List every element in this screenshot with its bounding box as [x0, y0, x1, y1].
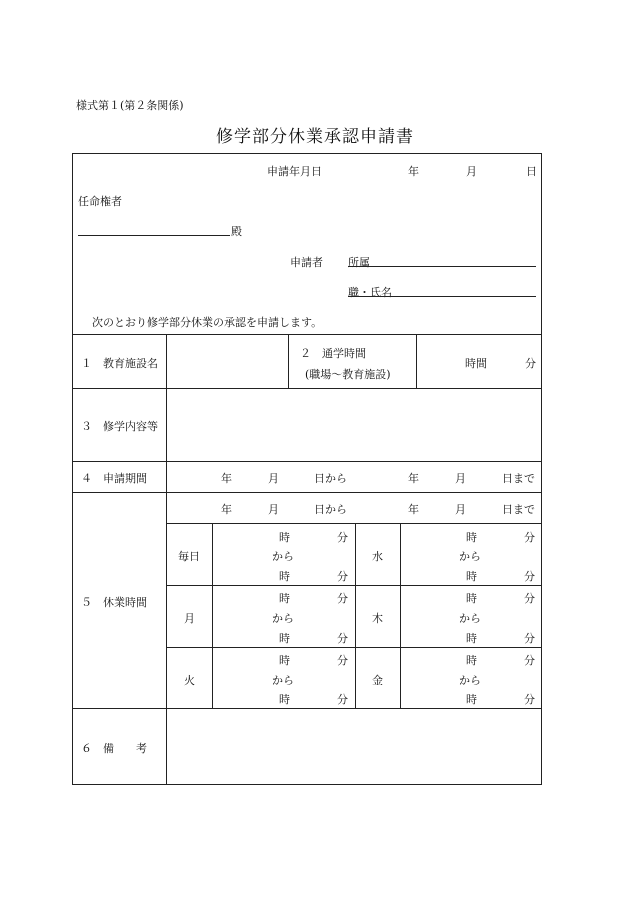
- commute-route-label: (職場～教育施設): [305, 368, 391, 381]
- weekday-monday: 月: [184, 612, 195, 625]
- row-divider: [72, 492, 542, 493]
- time-minute-label: 分: [524, 570, 535, 583]
- period-end-month: 月: [455, 472, 466, 485]
- leave-end-day: 日まで: [502, 503, 535, 516]
- time-hour-label: 時: [279, 592, 290, 605]
- date-day-label: 日: [526, 165, 537, 178]
- time-from-label: から: [272, 612, 294, 625]
- leave-hours-label: ５ 休業時間: [81, 596, 147, 609]
- time-minute-label: 分: [524, 693, 535, 706]
- position-name-underline: [348, 296, 536, 297]
- column-divider: [288, 334, 289, 388]
- weekday-wednesday: 水: [372, 550, 383, 563]
- period-start-year: 年: [221, 472, 232, 485]
- time-minute-label: 分: [524, 632, 535, 645]
- weekday-thursday: 木: [372, 612, 383, 625]
- leave-end-year: 年: [408, 503, 419, 516]
- row-divider: [72, 334, 542, 335]
- time-hour-label: 時: [279, 654, 290, 667]
- commute-hours-label: 時間: [465, 357, 487, 370]
- period-end-day: 日まで: [502, 472, 535, 485]
- time-minute-label: 分: [337, 654, 348, 667]
- time-hour-label: 時: [466, 654, 477, 667]
- commute-time-label: ２ 通学時間: [300, 347, 366, 360]
- page-title: 修学部分休業承認申請書: [216, 127, 414, 147]
- time-minute-label: 分: [337, 570, 348, 583]
- row-divider: [166, 523, 542, 524]
- period-end-year: 年: [408, 472, 419, 485]
- commute-minutes-label: 分: [525, 357, 536, 370]
- application-date-label: 申請年月日: [267, 165, 322, 178]
- time-hour-label: 時: [466, 693, 477, 706]
- column-divider: [416, 334, 417, 388]
- honorific-label: 殿: [231, 225, 242, 238]
- weekday-every-day: 毎日: [178, 550, 200, 563]
- time-minute-label: 分: [337, 531, 348, 544]
- row-divider: [72, 708, 542, 709]
- form-number-label: 様式第１(第２条関係): [76, 99, 184, 112]
- leave-start-year: 年: [221, 503, 232, 516]
- row-divider: [166, 585, 542, 586]
- applicant-label: 申請者: [290, 256, 323, 269]
- column-divider: [355, 523, 356, 708]
- time-hour-label: 時: [466, 592, 477, 605]
- date-month-label: 月: [466, 165, 477, 178]
- time-minute-label: 分: [337, 632, 348, 645]
- affiliation-underline: [348, 266, 536, 267]
- appointing-authority-label: 任命権者: [78, 195, 122, 208]
- column-divider: [166, 334, 167, 785]
- time-hour-label: 時: [466, 632, 477, 645]
- row-divider: [72, 461, 542, 462]
- time-minute-label: 分: [524, 592, 535, 605]
- column-divider: [400, 523, 401, 708]
- row-divider: [72, 388, 542, 389]
- time-hour-label: 時: [279, 531, 290, 544]
- application-statement: 次のとおり修学部分休業の承認を申請します。: [92, 316, 323, 329]
- position-name-label: 職・氏名: [348, 286, 392, 299]
- time-from-label: から: [459, 550, 481, 563]
- date-year-label: 年: [408, 165, 419, 178]
- time-hour-label: 時: [279, 570, 290, 583]
- addressee-underline: [78, 235, 230, 236]
- time-minute-label: 分: [524, 531, 535, 544]
- time-from-label: から: [459, 674, 481, 687]
- time-from-label: から: [272, 674, 294, 687]
- column-divider: [212, 523, 213, 708]
- time-hour-label: 時: [279, 632, 290, 645]
- time-minute-label: 分: [337, 592, 348, 605]
- facility-name-label: １ 教育施設名: [81, 357, 158, 370]
- time-minute-label: 分: [337, 693, 348, 706]
- leave-end-month: 月: [455, 503, 466, 516]
- period-start-month: 月: [268, 472, 279, 485]
- time-hour-label: 時: [466, 570, 477, 583]
- time-from-label: から: [272, 550, 294, 563]
- application-period-label: ４ 申請期間: [81, 472, 147, 485]
- weekday-friday: 金: [372, 674, 383, 687]
- time-from-label: から: [459, 612, 481, 625]
- affiliation-label: 所属: [348, 256, 370, 269]
- leave-start-month: 月: [268, 503, 279, 516]
- period-start-day: 日から: [314, 472, 347, 485]
- weekday-tuesday: 火: [184, 674, 195, 687]
- time-minute-label: 分: [524, 654, 535, 667]
- remarks-label: ６ 備 考: [81, 742, 147, 755]
- leave-start-day: 日から: [314, 503, 347, 516]
- time-hour-label: 時: [279, 693, 290, 706]
- time-hour-label: 時: [466, 531, 477, 544]
- row-divider: [166, 647, 542, 648]
- study-content-label: ３ 修学内容等: [81, 420, 158, 433]
